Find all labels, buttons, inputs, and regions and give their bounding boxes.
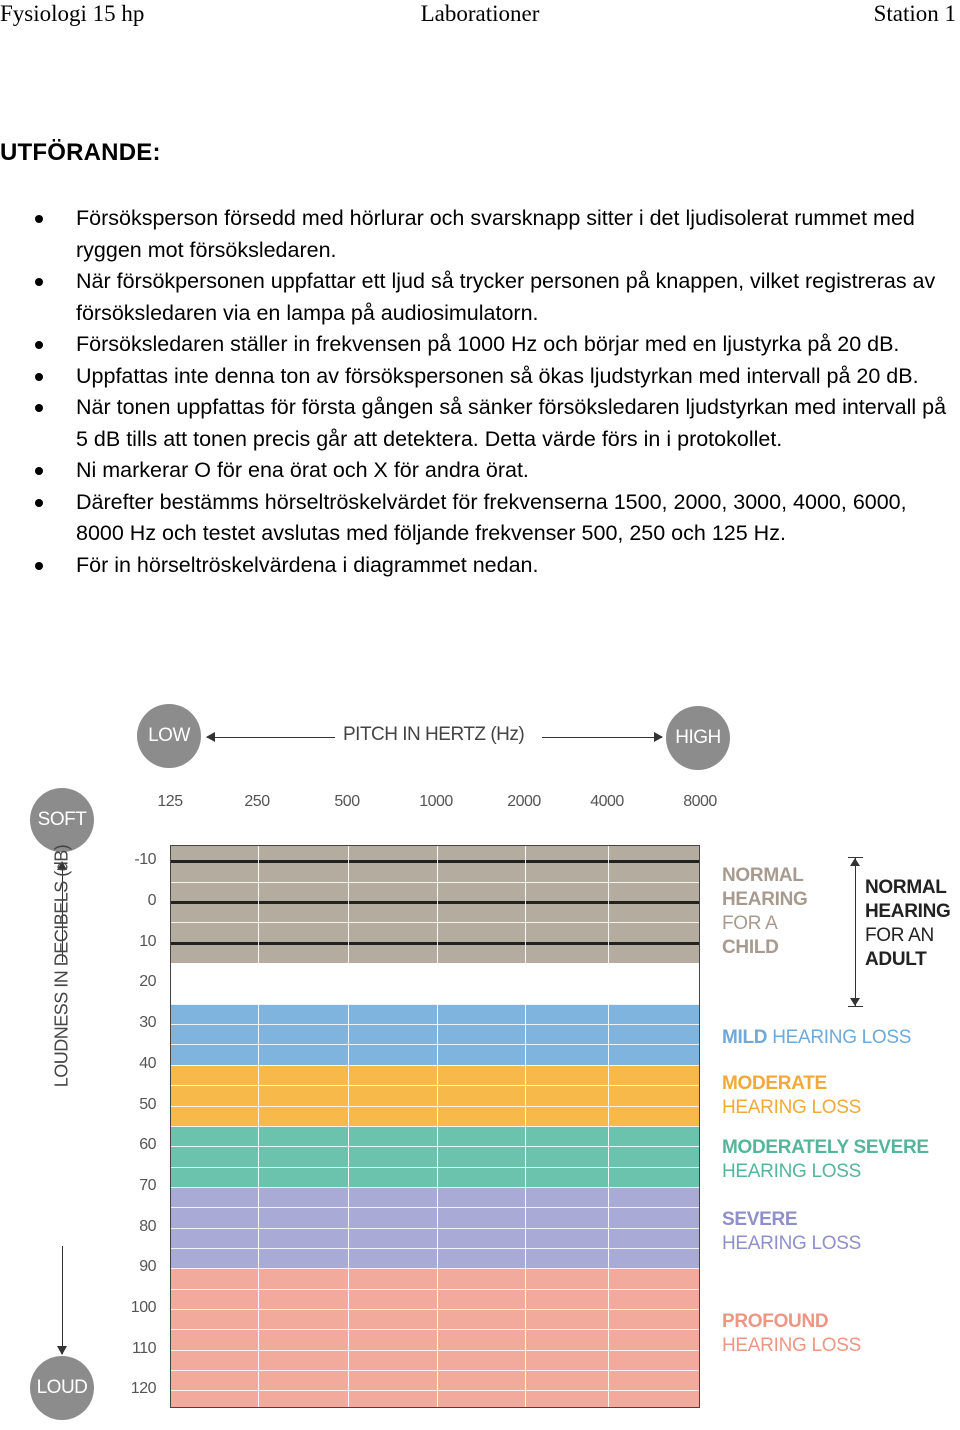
category-main: MODERATE <box>722 1073 827 1094</box>
page-header <box>0 0 960 30</box>
grid-line <box>171 1167 699 1168</box>
category-normal-child <box>722 864 808 960</box>
category-moderate <box>722 1072 861 1120</box>
category-sub: HEARING LOSS <box>722 1233 861 1254</box>
grid-line <box>171 1044 699 1045</box>
grid-line <box>171 1350 699 1351</box>
category-main: MODERATELY SEVERE <box>722 1137 929 1158</box>
grid-line <box>171 1370 699 1371</box>
grid-line <box>171 922 699 923</box>
list-item: Försöksledaren ställer in frekvensen på 1000 Hz och börjar med en ljustyrka på 20 dB. <box>76 329 956 361</box>
db-tick-label: -10 <box>134 851 156 869</box>
soft-circle: SOFT <box>30 788 94 852</box>
frequency-tick-label: 2000 <box>507 793 541 810</box>
grid-line <box>171 1268 699 1269</box>
list-item: Försöksperson försedd med hörlurar och svarsknapp sitter i det ljudisolerat rummet med ryggen mot försöksledaren. <box>76 203 956 266</box>
grid-line <box>171 1390 699 1391</box>
grid-line <box>171 1085 699 1086</box>
frequency-tick-label: 8000 <box>683 793 717 810</box>
db-tick-label: 10 <box>139 932 156 950</box>
db-tick-label: 30 <box>139 1014 156 1032</box>
frequency-tick-label: 1000 <box>419 793 453 810</box>
category-profound <box>722 1310 861 1358</box>
grid-line <box>171 1106 699 1107</box>
db-tick-label: 20 <box>139 973 156 991</box>
frequency-tick-label: 500 <box>334 793 360 810</box>
category-text: ADULT <box>865 949 927 970</box>
grid-line <box>171 901 699 904</box>
frequency-tick-label: 250 <box>244 793 270 810</box>
header-course: Fysiologi 15 hp <box>0 1 145 26</box>
category-sub: HEARING LOSS <box>722 1097 861 1118</box>
header-station: Station 1 <box>873 1 956 26</box>
list-item: För in hörseltröskelvärdena i diagrammet nedan. <box>76 550 956 582</box>
loud-circle: LOUD <box>30 1356 94 1420</box>
grid-line <box>608 846 609 1407</box>
grid-line <box>171 1004 699 1005</box>
band-moderately-severe <box>171 1126 699 1187</box>
audiogram <box>0 690 960 1430</box>
instruction-list <box>76 203 956 581</box>
category-sub: HEARING LOSS <box>722 1161 861 1182</box>
grid-line <box>171 1187 699 1188</box>
category-sub: HEARING LOSS <box>772 1027 912 1048</box>
grid-line <box>525 846 526 1407</box>
grid-line <box>171 1228 699 1229</box>
grid-line <box>171 860 699 863</box>
category-normal-adult <box>865 876 951 972</box>
db-tick-label: 120 <box>130 1380 156 1398</box>
list-item: Uppfattas inte denna ton av försökspersonen så ökas ljudstyrkan med intervall på 20 dB. <box>76 361 956 393</box>
header-title: Laborationer <box>420 1 540 26</box>
grid-line <box>171 1329 699 1330</box>
high-circle: HIGH <box>666 706 730 770</box>
category-main: MILD <box>722 1027 768 1048</box>
adult-range-bracket <box>855 858 856 1006</box>
pitch-label: PITCH IN HERTZ (Hz) <box>343 724 525 745</box>
db-tick-label: 50 <box>139 1095 156 1113</box>
db-tick-label: 90 <box>139 1258 156 1276</box>
grid-line <box>171 983 699 984</box>
grid-line <box>171 1126 699 1127</box>
grid-line <box>171 1207 699 1208</box>
pitch-arrow-right <box>542 737 662 738</box>
db-tick-label: 60 <box>139 1136 156 1154</box>
category-text: FOR AN <box>865 925 934 946</box>
grid-line <box>348 846 349 1407</box>
list-item: När försökpersonen uppfattar ett ljud så trycker personen på knappen, vilket registreras av försöksledaren via en lampa på audiosimulatorn. <box>76 266 956 329</box>
category-text: HEARING <box>722 889 808 910</box>
loudness-arrow-down <box>62 1246 63 1354</box>
loudness-label: LOUDNESS IN DECIBELS (dB) <box>51 844 72 1088</box>
band-moderate <box>171 1065 699 1126</box>
frequency-tick-label: 4000 <box>590 793 624 810</box>
list-item: Ni markerar O för ena örat och X för andra örat. <box>76 455 956 487</box>
grid-line <box>171 1065 699 1066</box>
grid-line <box>171 963 699 964</box>
category-main: SEVERE <box>722 1209 798 1230</box>
grid-line <box>171 1248 699 1249</box>
db-tick-label: 100 <box>130 1299 156 1316</box>
pitch-arrow-left <box>207 737 335 738</box>
list-item: Därefter bestämms hörseltröskelvärdet för frekvenserna 1500, 2000, 3000, 4000, 6000, 8000 Hz och testet avslutas med följande frekvenser 500, 250 och 125 Hz. <box>76 487 956 550</box>
low-circle: LOW <box>137 704 201 768</box>
band-mild <box>171 1004 699 1065</box>
grid-line <box>171 1024 699 1025</box>
category-text: NORMAL <box>722 865 804 886</box>
grid-line <box>171 942 699 945</box>
audiogram-grid <box>170 845 700 1408</box>
category-severe <box>722 1208 861 1256</box>
band-normal-child <box>171 846 699 963</box>
section-heading: UTFÖRANDE: <box>0 139 161 166</box>
db-tick-label: 70 <box>139 1176 156 1194</box>
grid-line <box>258 846 259 1407</box>
frequency-tick-label: 125 <box>157 793 183 810</box>
grid-line <box>171 882 699 883</box>
grid-line <box>171 1146 699 1147</box>
category-text: CHILD <box>722 937 779 958</box>
db-tick-label: 40 <box>139 1054 156 1072</box>
grid-line <box>171 1289 699 1290</box>
list-item: När tonen uppfattas för första gången så sänker försöksledaren ljudstyrkan med intervall på 5 dB tills att tonen precis går att detektera. Detta värde förs in i protokollet. <box>76 392 956 455</box>
category-mild <box>722 1026 911 1050</box>
db-tick-label: 80 <box>139 1217 156 1235</box>
category-main: PROFOUND <box>722 1311 829 1332</box>
db-tick-label: 110 <box>131 1339 156 1357</box>
category-moderately-severe <box>722 1136 929 1184</box>
category-text: NORMAL <box>865 877 947 898</box>
category-text: FOR A <box>722 913 778 934</box>
db-tick-label: 0 <box>147 892 156 909</box>
grid-line <box>171 1309 699 1310</box>
category-text: HEARING <box>865 901 951 922</box>
grid-line <box>437 846 438 1407</box>
category-sub: HEARING LOSS <box>722 1335 861 1356</box>
